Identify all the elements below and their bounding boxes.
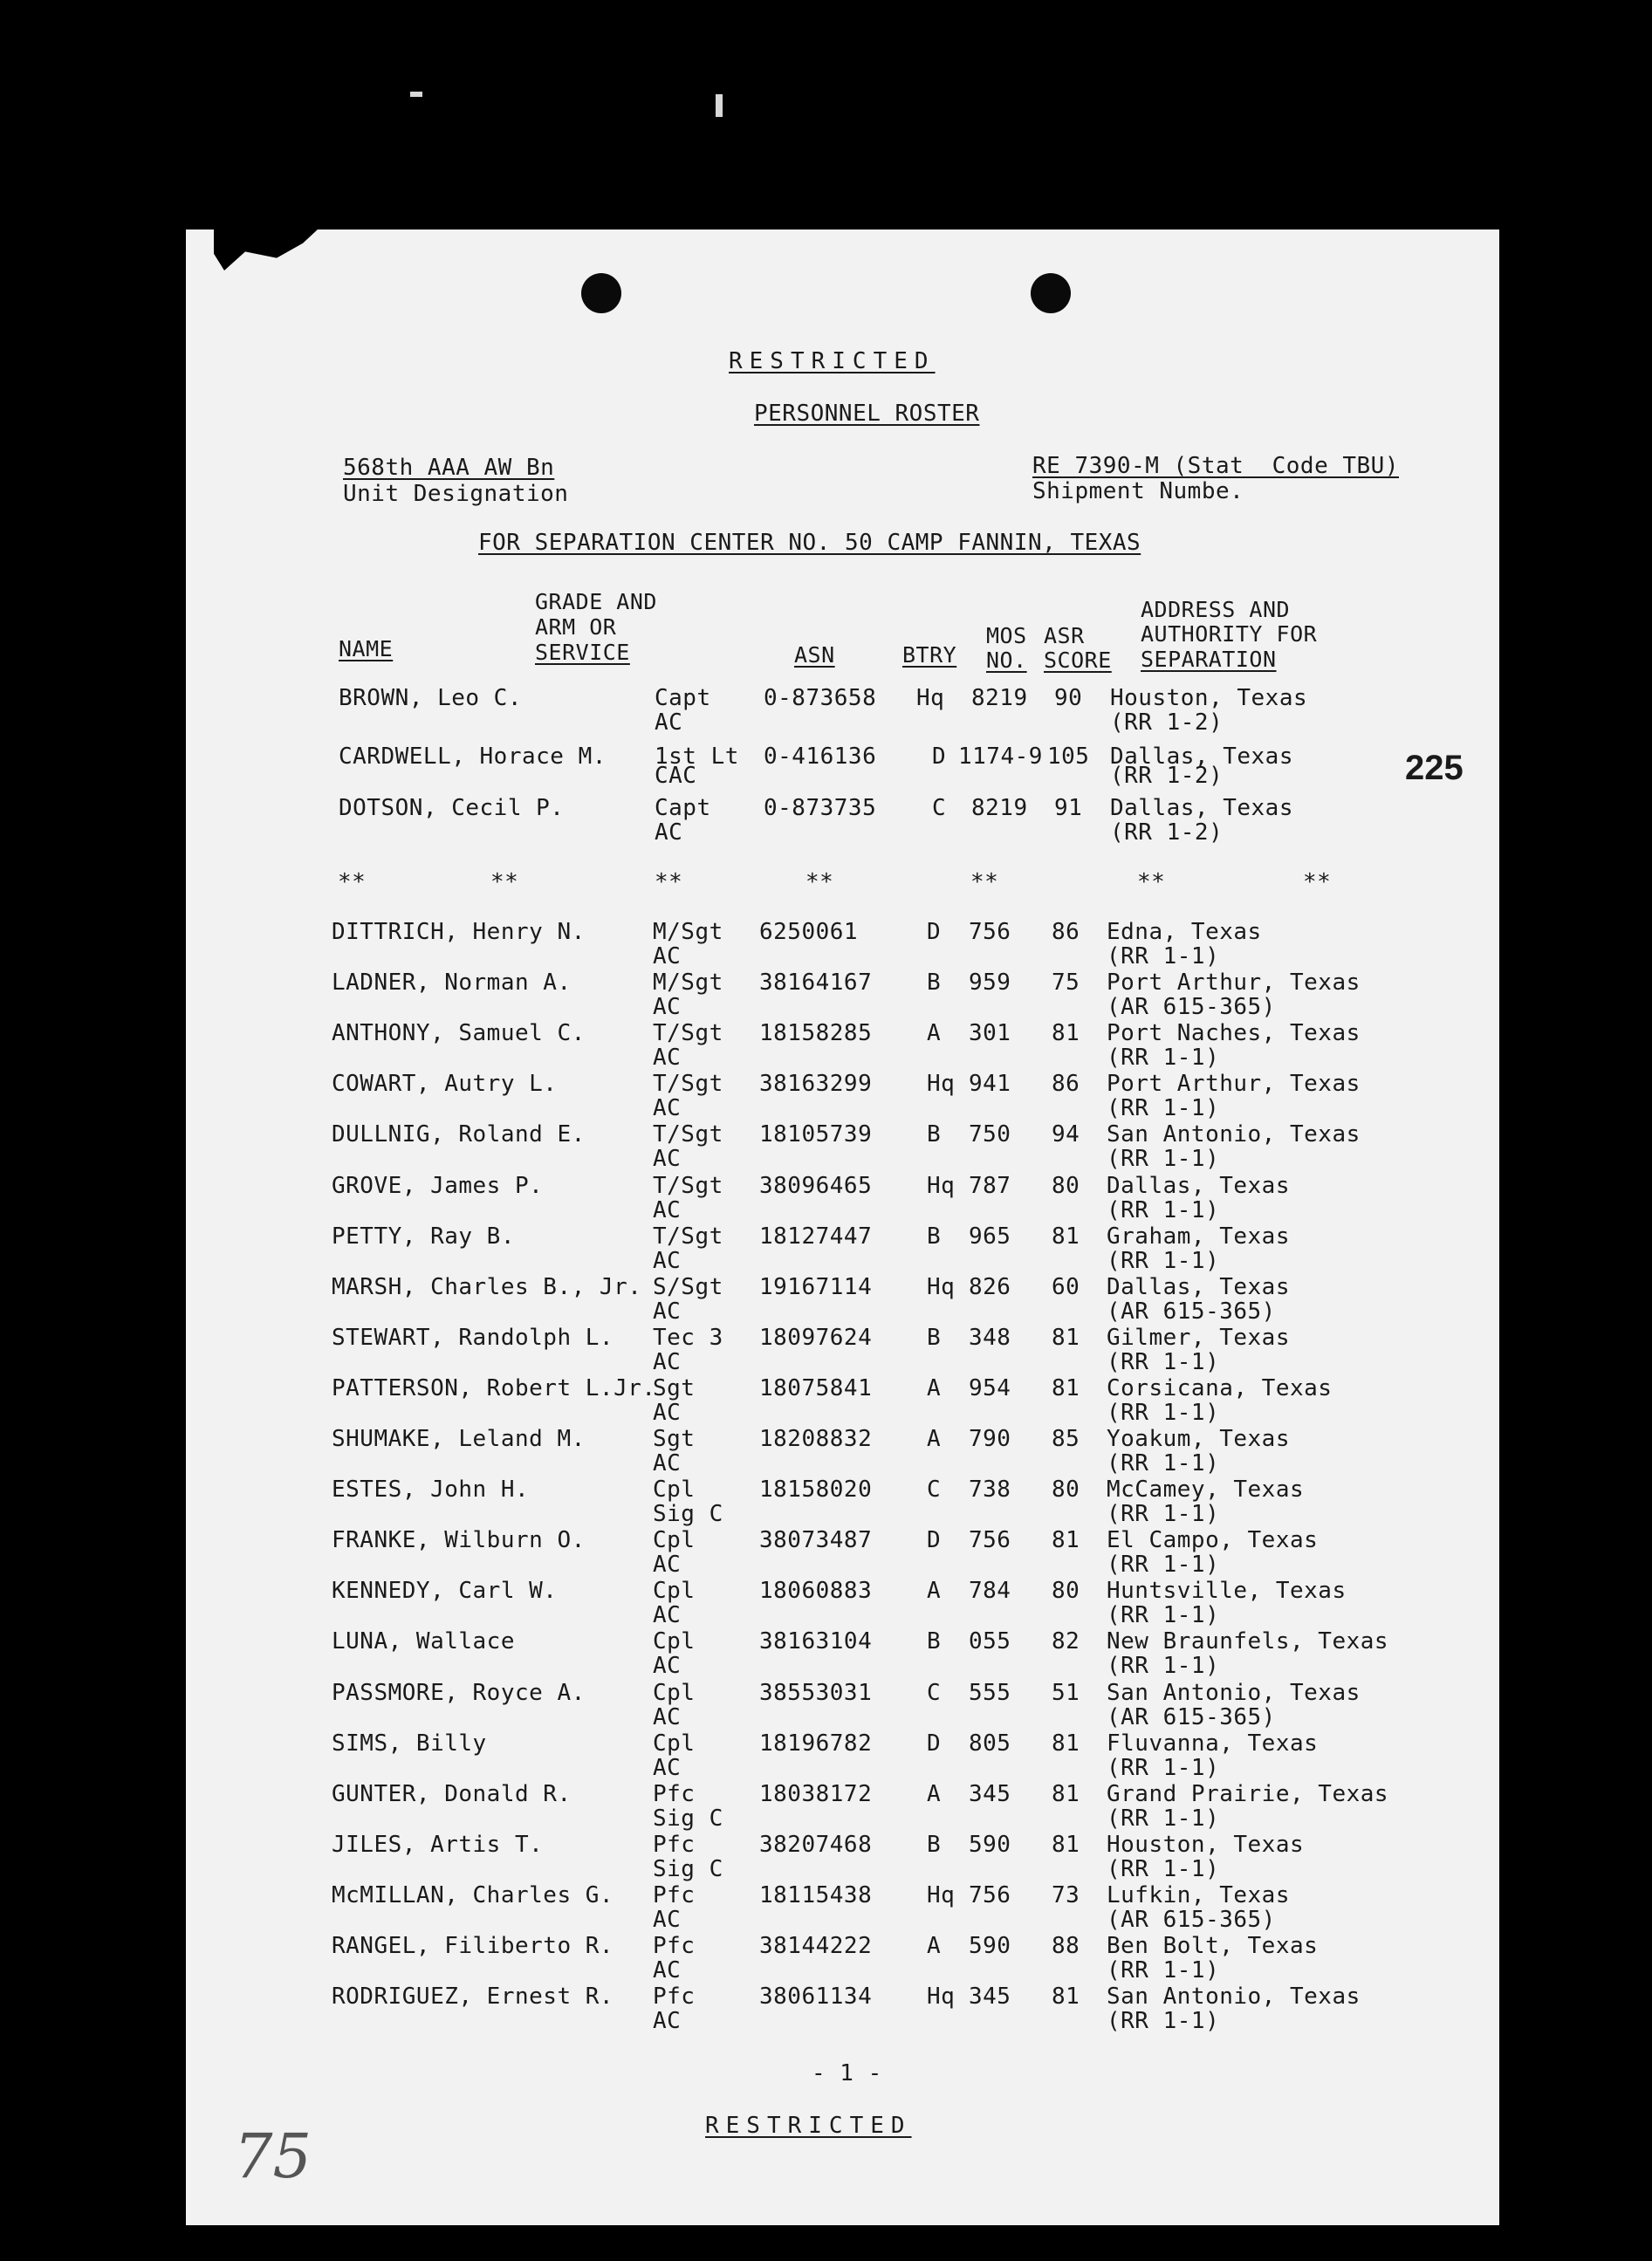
unit-designation-value: 568th AAA AW Bn — [343, 455, 555, 481]
row-grade: Sgt — [653, 1375, 696, 1401]
row-asn: 0-873735 — [764, 795, 877, 821]
row-mos: 965 — [969, 1223, 1011, 1250]
row-mos: 8219 — [971, 685, 1028, 711]
row-asn: 18075841 — [759, 1375, 873, 1401]
row-address: Houston, Texas — [1107, 1832, 1305, 1858]
row-grade: Tec 3 — [653, 1325, 723, 1351]
row-address: Dallas, Texas — [1107, 1173, 1290, 1199]
row-authority: (RR 1-1) — [1107, 1045, 1220, 1071]
row-mos: 590 — [969, 1832, 1011, 1858]
row-authority: (RR 1-2) — [1110, 819, 1224, 846]
row-grade: T/Sgt — [653, 1071, 723, 1097]
row-authority: (RR 1-1) — [1107, 1095, 1220, 1121]
row-name: DITTRICH, Henry N. — [332, 919, 586, 945]
row-btry: Hq — [927, 1173, 956, 1199]
row-btry: B — [927, 1223, 942, 1250]
row-asr: 81 — [1052, 1375, 1080, 1401]
roster-title: PERSONNEL ROSTER — [754, 401, 980, 427]
row-name: LADNER, Norman A. — [332, 969, 572, 996]
row-grade: T/Sgt — [653, 1121, 723, 1148]
row-address: Edna, Texas — [1107, 919, 1262, 945]
row-arm: CAC — [655, 763, 697, 789]
row-btry: B — [927, 969, 942, 996]
row-btry: A — [927, 1426, 942, 1452]
row-grade: S/Sgt — [653, 1274, 723, 1300]
row-grade: Cpl — [653, 1477, 696, 1503]
row-name: STEWART, Randolph L. — [332, 1325, 614, 1351]
row-address: New Braunfels, Texas — [1107, 1628, 1389, 1655]
row-address: San Antonio, Texas — [1107, 1680, 1361, 1706]
row-name: CARDWELL, Horace M. — [339, 743, 607, 770]
row-name: SHUMAKE, Leland M. — [332, 1426, 586, 1452]
row-arm: AC — [653, 1400, 682, 1426]
row-asn: 38061134 — [759, 1984, 873, 2010]
row-arm: AC — [653, 1602, 682, 1628]
row-mos: 301 — [969, 1020, 1011, 1046]
row-grade: Cpl — [653, 1527, 696, 1553]
row-mos: 941 — [969, 1071, 1011, 1097]
row-asn: 38553031 — [759, 1680, 873, 1706]
row-name: JILES, Artis T. — [332, 1832, 544, 1858]
row-asn: 18158020 — [759, 1477, 873, 1503]
row-address: Corsicana, Texas — [1107, 1375, 1333, 1401]
row-name: PASSMORE, Royce A. — [332, 1680, 586, 1706]
roster-row — [0, 1021, 1652, 1073]
row-btry: C — [932, 795, 947, 821]
row-asn: 0-416136 — [764, 743, 877, 770]
row-grade: Sgt — [653, 1426, 696, 1452]
row-address: Port Naches, Texas — [1107, 1020, 1361, 1046]
row-grade: T/Sgt — [653, 1223, 723, 1250]
row-asr: 85 — [1052, 1426, 1080, 1452]
row-asn: 0-873658 — [764, 685, 877, 711]
row-grade: 1st Lt — [655, 743, 739, 770]
row-arm: AC — [653, 1095, 682, 1121]
row-btry: D — [927, 1730, 942, 1757]
row-address: Gilmer, Texas — [1107, 1325, 1290, 1351]
row-asn: 18208832 — [759, 1426, 873, 1452]
row-arm: AC — [653, 994, 682, 1020]
row-asn: 18097624 — [759, 1325, 873, 1351]
roster-row — [0, 1681, 1652, 1733]
row-btry: A — [927, 1781, 942, 1807]
row-name: RANGEL, Filiberto R. — [332, 1933, 614, 1959]
row-asn: 38163299 — [759, 1071, 873, 1097]
row-asn: 19167114 — [759, 1274, 873, 1300]
row-btry: Hq — [927, 1071, 956, 1097]
row-asr: 81 — [1052, 1832, 1080, 1858]
row-address: Dallas, Texas — [1110, 743, 1293, 770]
row-grade: Pfc — [653, 1781, 696, 1807]
col-grade-line3: SERVICE — [535, 640, 630, 665]
row-authority: (RR 1-1) — [1107, 1400, 1220, 1426]
row-grade: M/Sgt — [653, 969, 723, 996]
roster-row — [0, 1782, 1652, 1834]
row-grade: Capt — [655, 795, 711, 821]
row-asn: 18158285 — [759, 1020, 873, 1046]
row-btry: A — [927, 1933, 942, 1959]
row-authority: (RR 1-1) — [1107, 1602, 1220, 1628]
row-name: DOTSON, Cecil P. — [339, 795, 565, 821]
row-asr: 81 — [1052, 1223, 1080, 1250]
row-address: San Antonio, Texas — [1107, 1121, 1361, 1148]
row-mos: 345 — [969, 1781, 1011, 1807]
row-asr: 94 — [1052, 1121, 1080, 1148]
row-authority: (AR 615-365) — [1107, 1298, 1276, 1325]
row-btry: Hq — [927, 1274, 956, 1300]
row-name: FRANKE, Wilburn O. — [332, 1527, 586, 1553]
row-arm: AC — [653, 1450, 682, 1477]
separator-mark: ** — [490, 869, 519, 895]
roster-row — [0, 1072, 1652, 1124]
row-name: GUNTER, Donald R. — [332, 1781, 572, 1807]
row-asn: 18196782 — [759, 1730, 873, 1757]
row-address: Grand Prairie, Texas — [1107, 1781, 1389, 1807]
film-speck — [410, 92, 422, 97]
row-asn: 6250061 — [759, 919, 859, 945]
roster-row — [0, 1731, 1652, 1784]
row-btry: B — [927, 1832, 942, 1858]
separator-mark: ** — [970, 869, 999, 895]
row-name: DULLNIG, Roland E. — [332, 1121, 586, 1148]
col-address-line2: AUTHORITY FOR — [1141, 621, 1318, 647]
row-asn: 18038172 — [759, 1781, 873, 1807]
row-btry: C — [927, 1680, 942, 1706]
row-authority: (RR 1-2) — [1110, 763, 1224, 789]
row-mos: 345 — [969, 1984, 1011, 2010]
row-name: PETTY, Ray B. — [332, 1223, 515, 1250]
col-grade-line1: GRADE AND — [535, 589, 657, 614]
roster-row — [0, 1528, 1652, 1580]
row-authority: (RR 1-1) — [1107, 2008, 1220, 2034]
row-grade: T/Sgt — [653, 1173, 723, 1199]
row-authority: (RR 1-1) — [1107, 1552, 1220, 1578]
row-asr: 73 — [1052, 1882, 1080, 1908]
row-arm: AC — [653, 1045, 682, 1071]
row-authority: (RR 1-2) — [1110, 709, 1224, 736]
row-asr: 105 — [1047, 743, 1090, 770]
row-asr: 81 — [1052, 1527, 1080, 1553]
row-name: ESTES, John H. — [332, 1477, 530, 1503]
row-grade: Cpl — [653, 1730, 696, 1757]
col-mos-line2: NO. — [986, 647, 1027, 673]
row-arm: AC — [653, 1552, 682, 1578]
row-mos: 1174-9 — [958, 743, 1043, 770]
row-address: Yoakum, Texas — [1107, 1426, 1290, 1452]
row-asn: 38073487 — [759, 1527, 873, 1553]
row-btry: A — [927, 1375, 942, 1401]
row-authority: (RR 1-1) — [1107, 1856, 1220, 1882]
roster-row — [0, 686, 1652, 738]
row-asr: 81 — [1052, 1325, 1080, 1351]
row-asr: 86 — [1052, 1071, 1080, 1097]
row-arm: AC — [653, 1653, 682, 1679]
separator-mark: ** — [655, 869, 683, 895]
row-arm: AC — [653, 943, 682, 969]
row-mos: 787 — [969, 1173, 1011, 1199]
row-arm: Sig C — [653, 1856, 723, 1882]
shipment-number-value: RE 7390-M (Stat Code TBU) — [1032, 453, 1399, 479]
row-address: Dallas, Texas — [1107, 1274, 1290, 1300]
row-arm: AC — [653, 1907, 682, 1933]
row-address: Houston, Texas — [1110, 685, 1308, 711]
col-address-line1: ADDRESS AND — [1141, 597, 1291, 622]
row-mos: 750 — [969, 1121, 1011, 1148]
row-asr: 81 — [1052, 1730, 1080, 1757]
row-asr: 88 — [1052, 1933, 1080, 1959]
row-asr: 51 — [1052, 1680, 1080, 1706]
row-mos: 790 — [969, 1426, 1011, 1452]
row-btry: B — [927, 1325, 942, 1351]
row-asr: 81 — [1052, 1781, 1080, 1807]
row-arm: AC — [653, 1248, 682, 1274]
row-name: PATTERSON, Robert L.Jr. — [332, 1375, 656, 1401]
row-authority: (RR 1-1) — [1107, 1755, 1220, 1781]
row-grade: Cpl — [653, 1578, 696, 1604]
punch-hole-right — [1031, 273, 1071, 313]
row-btry: Hq — [927, 1984, 956, 2010]
page-number: - 1 - — [812, 2060, 882, 2086]
row-address: Lufkin, Texas — [1107, 1882, 1290, 1908]
row-authority: (AR 615-365) — [1107, 994, 1276, 1020]
row-address: Ben Bolt, Texas — [1107, 1933, 1319, 1959]
row-authority: (AR 615-365) — [1107, 1907, 1276, 1933]
row-asr: 60 — [1052, 1274, 1080, 1300]
row-address: Port Arthur, Texas — [1107, 969, 1361, 996]
row-asr: 90 — [1054, 685, 1083, 711]
classification-top: RESTRICTED — [729, 348, 936, 374]
separator-mark: ** — [1137, 869, 1166, 895]
row-name: RODRIGUEZ, Ernest R. — [332, 1984, 614, 2010]
row-btry: D — [927, 919, 942, 945]
roster-row — [0, 1224, 1652, 1277]
row-mos: 590 — [969, 1933, 1011, 1959]
row-authority: (RR 1-1) — [1107, 1653, 1220, 1679]
row-btry: B — [927, 1628, 942, 1655]
row-btry: Hq — [927, 1882, 956, 1908]
row-arm: AC — [655, 709, 683, 736]
row-asn: 18115438 — [759, 1882, 873, 1908]
row-mos: 555 — [969, 1680, 1011, 1706]
col-address-line3: SEPARATION — [1141, 647, 1277, 672]
row-name: ANTHONY, Samuel C. — [332, 1020, 586, 1046]
roster-row — [0, 1477, 1652, 1530]
row-asr: 86 — [1052, 919, 1080, 945]
row-arm: AC — [653, 1957, 682, 1984]
separation-center: FOR SEPARATION CENTER NO. 50 CAMP FANNIN, TEXAS — [478, 530, 1141, 556]
roster-row — [0, 1174, 1652, 1226]
row-authority: (RR 1-1) — [1107, 1805, 1220, 1832]
row-name: McMILLAN, Charles G. — [332, 1882, 614, 1908]
row-address: Fluvanna, Texas — [1107, 1730, 1319, 1757]
row-address: McCamey, Texas — [1107, 1477, 1305, 1503]
row-btry: A — [927, 1020, 942, 1046]
col-asr-line1: ASR — [1044, 623, 1085, 648]
separator-mark: ** — [1303, 869, 1332, 895]
roster-row — [0, 1326, 1652, 1378]
col-grade-line2: ARM OR — [535, 614, 617, 640]
row-asr: 80 — [1052, 1173, 1080, 1199]
row-grade: Pfc — [653, 1882, 696, 1908]
separator-mark: ** — [338, 869, 367, 895]
col-btry: BTRY — [902, 642, 957, 668]
punch-hole-left — [581, 273, 621, 313]
margin-page-number: 225 — [1405, 749, 1463, 787]
row-mos: 348 — [969, 1325, 1011, 1351]
row-mos: 738 — [969, 1477, 1011, 1503]
row-asn: 18060883 — [759, 1578, 873, 1604]
roster-row — [0, 1122, 1652, 1175]
row-btry: A — [927, 1578, 942, 1604]
roster-row — [0, 1629, 1652, 1682]
row-grade: Pfc — [653, 1933, 696, 1959]
row-mos: 756 — [969, 1882, 1011, 1908]
roster-row — [0, 796, 1652, 848]
row-authority: (RR 1-1) — [1107, 1349, 1220, 1375]
roster-row — [0, 1579, 1652, 1631]
classification-bottom: RESTRICTED — [705, 2113, 912, 2139]
row-btry: Hq — [916, 685, 945, 711]
row-arm: AC — [653, 1197, 682, 1223]
row-name: KENNEDY, Carl W. — [332, 1578, 558, 1604]
row-mos: 959 — [969, 969, 1011, 996]
row-grade: Cpl — [653, 1680, 696, 1706]
row-asn: 38207468 — [759, 1832, 873, 1858]
roster-row — [0, 1934, 1652, 1986]
row-arm: AC — [655, 819, 683, 846]
film-speck — [716, 94, 723, 117]
row-asn: 38144222 — [759, 1933, 873, 1959]
row-authority: (RR 1-1) — [1107, 1248, 1220, 1274]
row-asn: 18127447 — [759, 1223, 873, 1250]
row-address: San Antonio, Texas — [1107, 1984, 1361, 2010]
row-grade: M/Sgt — [653, 919, 723, 945]
row-mos: 756 — [969, 1527, 1011, 1553]
row-asn: 38096465 — [759, 1173, 873, 1199]
row-btry: D — [927, 1527, 942, 1553]
col-name: NAME — [339, 636, 394, 661]
row-authority: (RR 1-1) — [1107, 943, 1220, 969]
row-grade: T/Sgt — [653, 1020, 723, 1046]
roster-row — [0, 1883, 1652, 1936]
row-arm: AC — [653, 1704, 682, 1730]
row-arm: AC — [653, 2008, 682, 2034]
row-address: Port Arthur, Texas — [1107, 1071, 1361, 1097]
row-authority: (RR 1-1) — [1107, 1146, 1220, 1172]
roster-row — [0, 1427, 1652, 1479]
row-name: COWART, Autry L. — [332, 1071, 558, 1097]
row-btry: C — [927, 1477, 942, 1503]
row-asn: 38163104 — [759, 1628, 873, 1655]
col-asn: ASN — [794, 642, 835, 668]
row-asr: 81 — [1052, 1984, 1080, 2010]
row-address: Huntsville, Texas — [1107, 1578, 1347, 1604]
row-authority: (RR 1-1) — [1107, 1450, 1220, 1477]
row-name: GROVE, James P. — [332, 1173, 544, 1199]
row-grade: Pfc — [653, 1832, 696, 1858]
row-asn: 18105739 — [759, 1121, 873, 1148]
separator-mark: ** — [805, 869, 834, 895]
row-grade: Capt — [655, 685, 711, 711]
row-asr: 80 — [1052, 1477, 1080, 1503]
row-authority: (RR 1-1) — [1107, 1501, 1220, 1527]
row-btry: D — [932, 743, 947, 770]
roster-row — [0, 1275, 1652, 1327]
roster-row — [0, 744, 1652, 797]
row-name: MARSH, Charles B., Jr. — [332, 1274, 642, 1300]
row-authority: (RR 1-1) — [1107, 1957, 1220, 1984]
row-name: BROWN, Leo C. — [339, 685, 522, 711]
unit-designation-label: Unit Designation — [343, 481, 569, 507]
row-mos: 784 — [969, 1578, 1011, 1604]
row-authority: (RR 1-1) — [1107, 1197, 1220, 1223]
row-asr: 81 — [1052, 1020, 1080, 1046]
row-address: El Campo, Texas — [1107, 1527, 1319, 1553]
row-arm: AC — [653, 1146, 682, 1172]
row-asr: 75 — [1052, 969, 1080, 996]
row-authority: (AR 615-365) — [1107, 1704, 1276, 1730]
row-mos: 954 — [969, 1375, 1011, 1401]
row-asn: 38164167 — [759, 969, 873, 996]
row-grade: Pfc — [653, 1984, 696, 2010]
row-asr: 91 — [1054, 795, 1083, 821]
roster-row — [0, 1376, 1652, 1429]
row-name: SIMS, Billy — [332, 1730, 487, 1757]
roster-row — [0, 920, 1652, 972]
row-btry: B — [927, 1121, 942, 1148]
row-mos: 055 — [969, 1628, 1011, 1655]
roster-row — [0, 1984, 1652, 2037]
col-mos-line1: MOS — [986, 623, 1027, 648]
row-arm: Sig C — [653, 1805, 723, 1832]
row-arm: AC — [653, 1349, 682, 1375]
row-arm: Sig C — [653, 1501, 723, 1527]
roster-row — [0, 1833, 1652, 1885]
row-arm: AC — [653, 1755, 682, 1781]
row-name: LUNA, Wallace — [332, 1628, 515, 1655]
col-asr-line2: SCORE — [1044, 647, 1112, 673]
row-mos: 8219 — [971, 795, 1028, 821]
row-asr: 82 — [1052, 1628, 1080, 1655]
roster-row — [0, 970, 1652, 1023]
shipment-number-label: Shipment Numbe. — [1032, 478, 1244, 504]
row-grade: Cpl — [653, 1628, 696, 1655]
row-arm: AC — [653, 1298, 682, 1325]
row-asr: 80 — [1052, 1578, 1080, 1604]
handwritten-number: 75 — [234, 2121, 312, 2192]
row-mos: 805 — [969, 1730, 1011, 1757]
row-address: Graham, Texas — [1107, 1223, 1290, 1250]
row-address: Dallas, Texas — [1110, 795, 1293, 821]
row-mos: 756 — [969, 919, 1011, 945]
row-mos: 826 — [969, 1274, 1011, 1300]
